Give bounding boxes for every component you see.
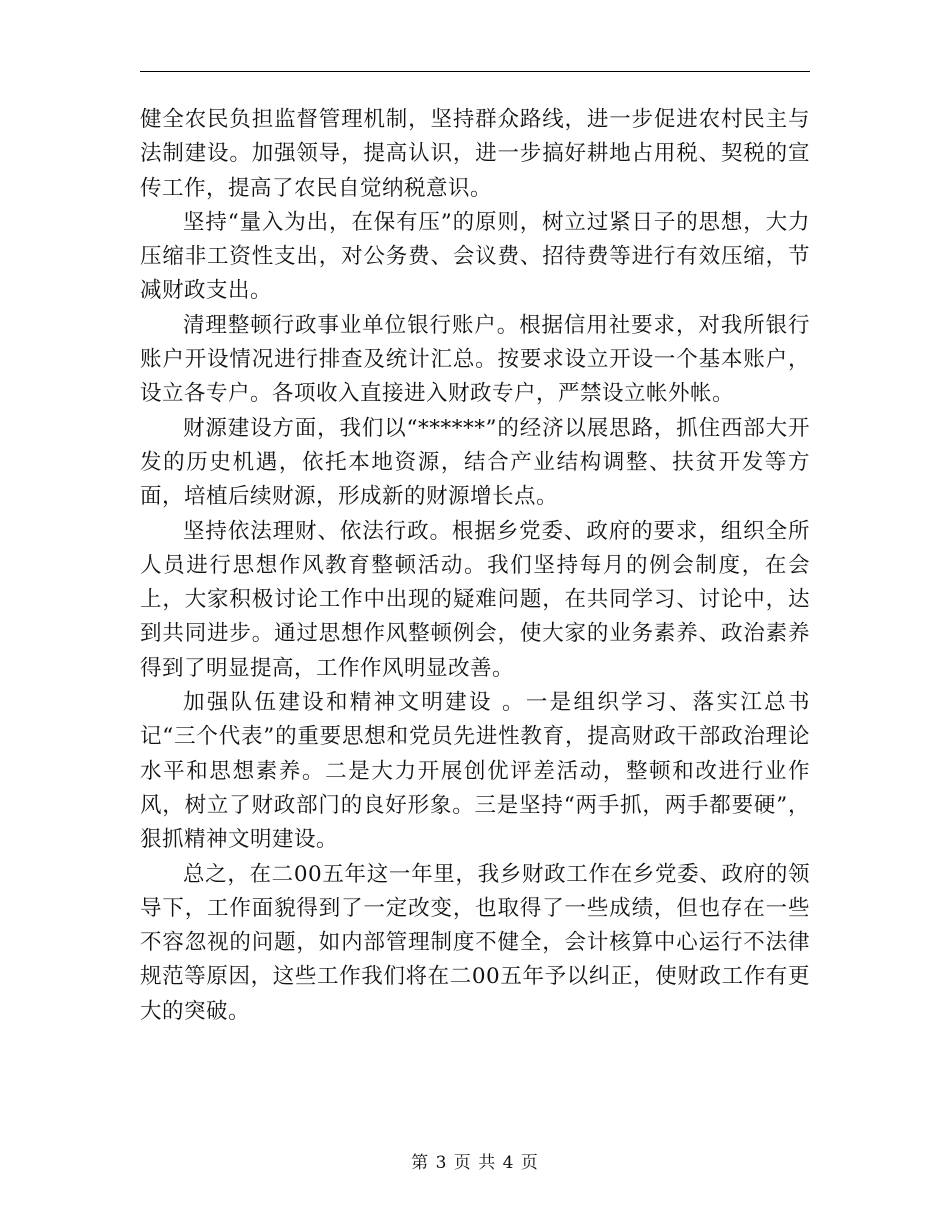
paragraph-continuation: 健全农民负担监督管理机制，坚持群众路线，进一步促进农村民主与法制建设。加强领导，提高认识，进一步搞好耕地占用税、契税的宣传工作，提高了农民自觉纳税意识。 [140, 107, 810, 201]
header-rule [140, 71, 810, 72]
paragraph: 财源建设方面，我们以“******”的经济以展思路，抓住西部大开发的历史机遇，依托本地资源，结合产业结构调整、扶贫开发等方面，培植后续财源，形成新的财源增长点。 [140, 415, 810, 510]
paragraph: 清理整顿行政事业单位银行账户。根据信用社要求，对我所银行账户开设情况进行排查及统计汇总。按要求设立开设一个基本账户，设立各专户。各项收入直接进入财政专户，严禁设立帐外帐。 [140, 312, 810, 407]
page-number-footer: 第 3 页 共 4 页 [411, 1153, 539, 1173]
paragraph: 坚持“量入为出，在保有压”的原则，树立过紧日子的思想，大力压缩非工资性支出，对公务费、会议费、招待费等进行有效压缩，节减财政支出。 [140, 209, 810, 304]
paragraph: 总之，在二00五年这一年里，我乡财政工作在乡党委、政府的领导下，工作面貌得到了一定改变，也取得了一些成绩，但也存在一些不容忽视的问题，如内部管理制度不健全，会计核算中心运行不法律规范等原因，这些工作我们将在二00五年予以纠正，使财政工作有更大的突破。 [140, 861, 810, 1024]
document-body [140, 103, 810, 1029]
paragraph: 坚持依法理财、依法行政。根据乡党委、政府的要求，组织全所人员进行思想作风教育整顿活动。我们坚持每月的例会制度，在会上，大家积极讨论工作中出现的疑难问题，在共同学习、讨论中，达到共同进步。通过思想作风整顿例会，使大家的业务素养、政治素养得到了明显提高，工作作风明显改善。 [140, 518, 810, 681]
paragraph: 加强队伍建设和精神文明建设 。一是组织学习、落实江总书记“三个代表”的重要思想和党员先进性教育，提高财政干部政治理论水平和思想素养。二是大力开展创优评差活动，整顿和改进行业作风，树立了财政部门的良好形象。三是坚持“两手抓，两手都要硬”，狠抓精神文明建设。 [140, 690, 810, 853]
